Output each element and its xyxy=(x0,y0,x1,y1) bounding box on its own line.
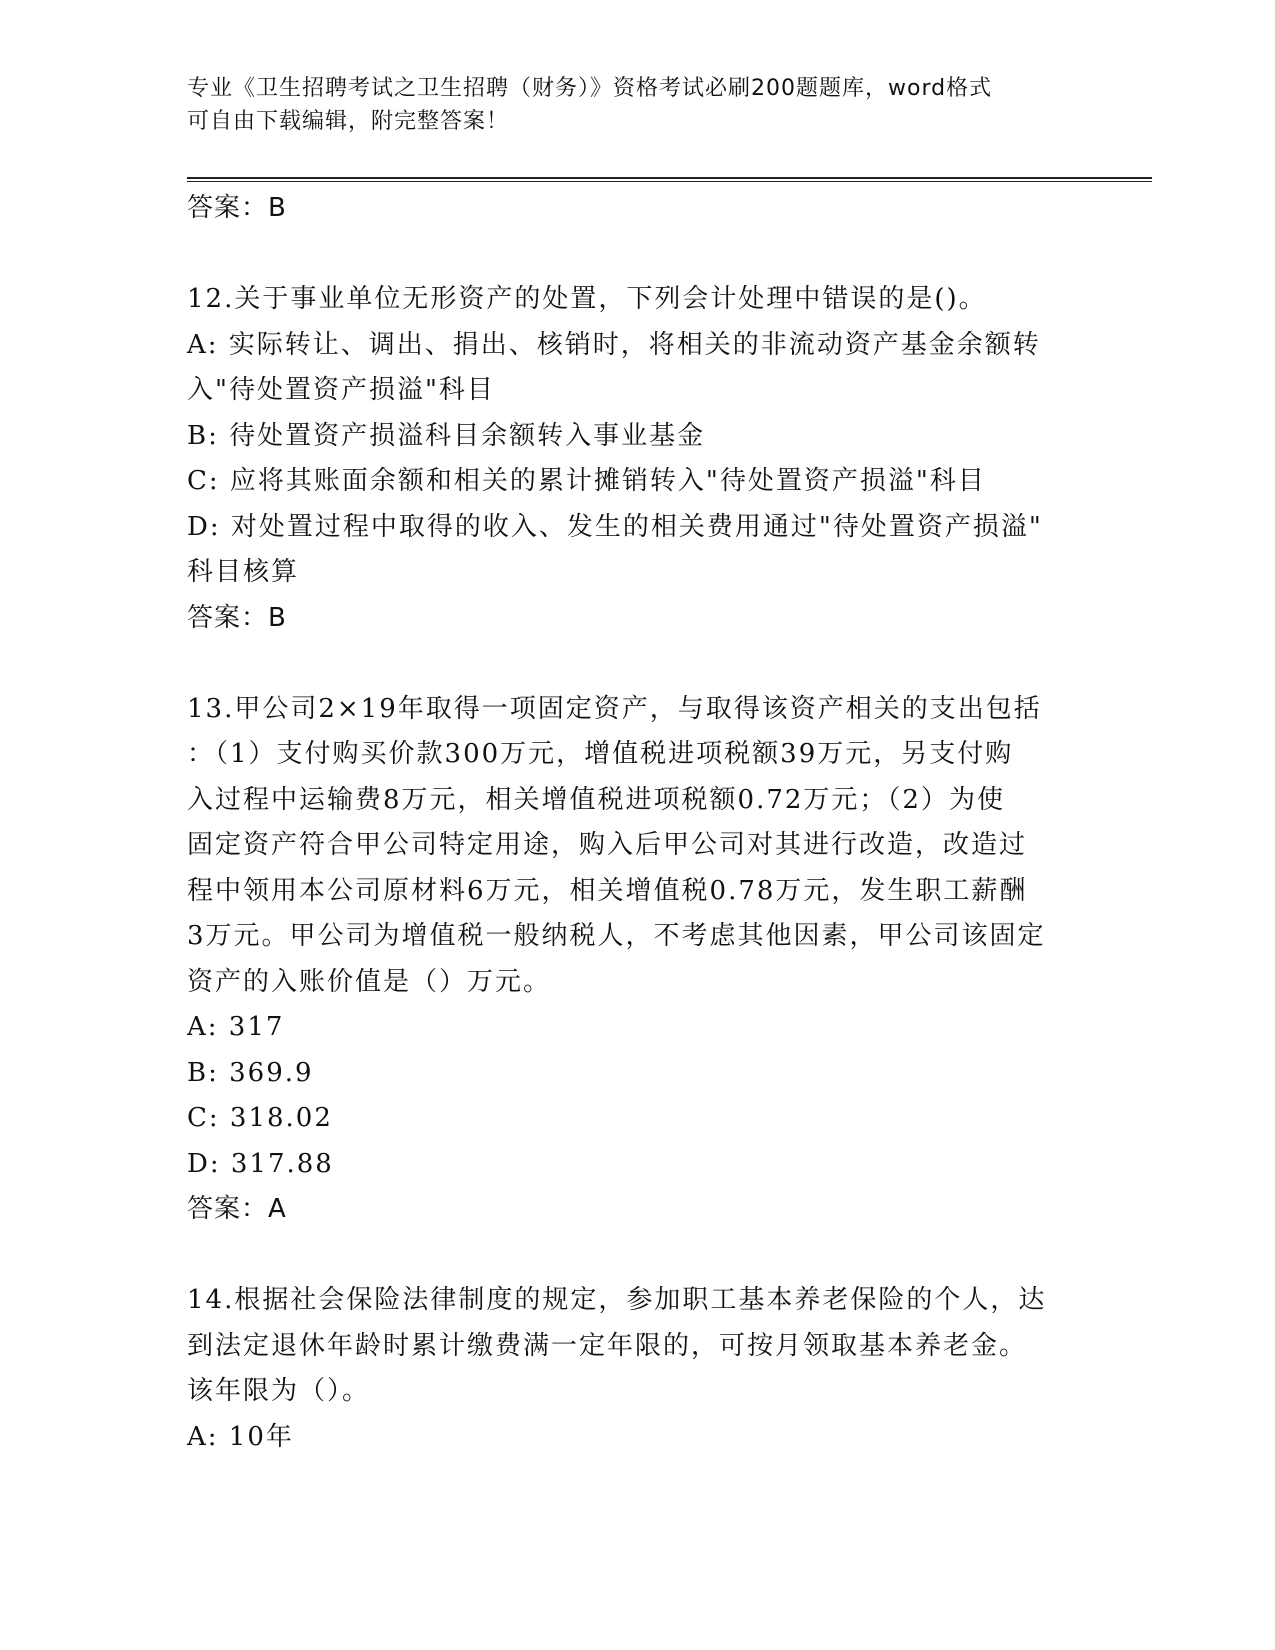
option-b: B: 369.9 xyxy=(187,1057,314,1088)
option-d: D: 317.88 xyxy=(187,1148,334,1179)
page-header xyxy=(187,72,1067,138)
header-line: 可自由下载编辑，附完整答案！ xyxy=(187,109,510,134)
question-content xyxy=(187,186,1087,1460)
option-d: D: 对处置过程中取得的收入、发生的相关费用通过"待处置资产损溢" xyxy=(187,511,1043,542)
answer-label: 答案：B xyxy=(187,602,287,633)
option-b: B: 待处置资产损溢科目余额转入事业基金 xyxy=(187,420,706,451)
spacer xyxy=(187,1233,1087,1279)
question-stem: 程中领用本公司原材料6万元，相关增值税0.78万元，发生职工薪酬 xyxy=(187,875,1028,906)
answer-label: 答案：B xyxy=(187,193,287,223)
question-stem: 12.关于事业单位无形资产的处置，下列会计处理中错误的是()。 xyxy=(187,284,987,314)
option-d-continued: 科目核算 xyxy=(187,557,300,587)
question-12 xyxy=(187,277,1087,641)
option-a-continued: 入"待处置资产损溢"科目 xyxy=(187,375,495,405)
option-a: A: 10年 xyxy=(187,1421,294,1452)
question-13 xyxy=(187,687,1087,1233)
question-stem: ：（1）支付购买价款300万元，增值税进项税额39万元，另支付购 xyxy=(187,739,1014,769)
question-stem: 到法定退休年龄时累计缴费满一定年限的，可按月领取基本养老金。 xyxy=(187,1330,1028,1361)
question-14 xyxy=(187,1278,1087,1460)
option-c: C: 318.02 xyxy=(187,1103,333,1133)
question-stem: 固定资产符合甲公司特定用途，购入后甲公司对其进行改造，改造过 xyxy=(187,830,1028,860)
header-divider xyxy=(187,177,1152,182)
question-stem: 该年限为（）。 xyxy=(187,1376,371,1406)
spacer xyxy=(187,641,1087,687)
question-stem: 13.甲公司2×19年取得一项固定资产，与取得该资产相关的支出包括 xyxy=(187,693,1042,724)
option-a: A: 317 xyxy=(187,1012,285,1042)
header-line: 专业《卫生招聘考试之卫生招聘（财务）》资格考试必刷200题题库，word格式 xyxy=(187,76,993,101)
question-stem: 14.根据社会保险法律制度的规定，参加职工基本养老保险的个人，达 xyxy=(187,1285,1047,1315)
question-stem: 资产的入账价值是（）万元。 xyxy=(187,966,552,997)
answer-label: 答案：A xyxy=(187,1194,287,1224)
spacer xyxy=(187,232,1087,278)
question-stem: 入过程中运输费8万元，相关增值税进项税额0.72万元；（2）为使 xyxy=(187,784,1005,815)
option-a: A: 实际转让、调出、捐出、核销时，将相关的非流动资产基金余额转 xyxy=(187,329,1041,360)
option-c: C: 应将其账面余额和相关的累计摊销转入"待处置资产损溢"科目 xyxy=(187,466,986,496)
question-stem: 3万元。甲公司为增值税一般纳税人，不考虑其他因素，甲公司该固定 xyxy=(187,921,1046,951)
